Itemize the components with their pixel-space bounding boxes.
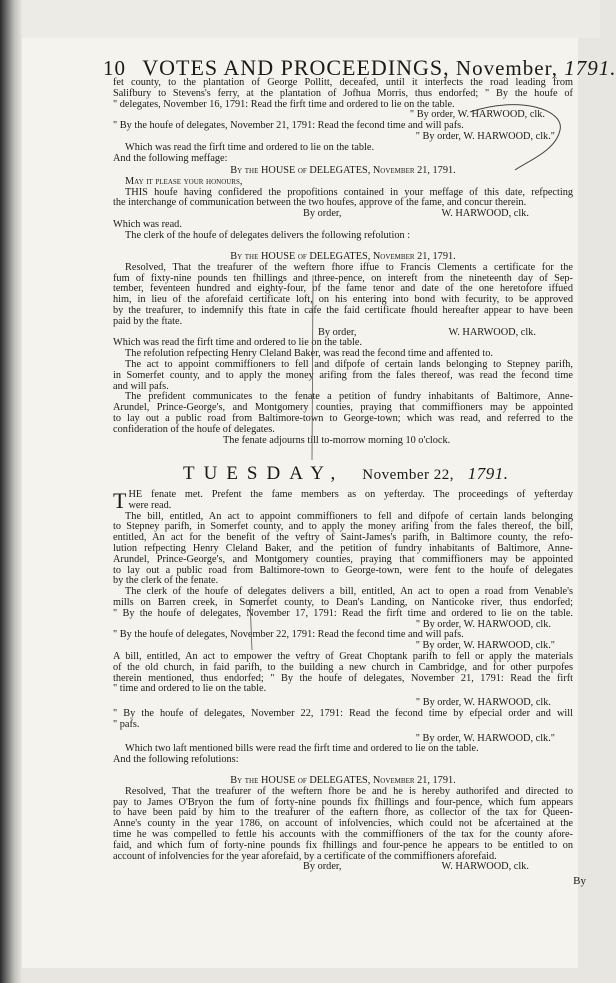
- text-line: were read.: [128, 499, 172, 511]
- text-line: " By order, W. HARWOOD, clk.": [415, 640, 555, 652]
- text-line: The clerk of the houfe of delegates delivers the following refolution :: [125, 229, 411, 241]
- header-month: November,: [455, 56, 558, 80]
- message-heading: By the HOUSE of DELEGATES, November 21, 1791.: [230, 165, 456, 176]
- text-line: Which was read.: [113, 218, 182, 230]
- text-line: lution refpecting Henry Cleland Baker, and the petition of fundry inhabitants of Baltimore, Anne-: [113, 542, 573, 554]
- text-line: to have been paid by him to the treafurer of the eaftern fhore, as collector of the tax for Queen-: [113, 807, 573, 819]
- text-line: time he was compelled to fettle his accounts with the commiffioners of the tax for the county afore-: [113, 828, 573, 840]
- text-line: Anne's county in the year 1786, on account of infolvencies, which could not be afcertained at the: [113, 818, 573, 830]
- page-number: 10: [103, 56, 126, 80]
- day-year: 1791.: [467, 464, 509, 483]
- text-line: him, in lieu of the aforefaid certificate loft, on his entering into bond with fecurity, to be approved: [113, 294, 573, 306]
- text-line: " By order, W. HARWOOD, clk.": [415, 732, 555, 744]
- text-line: faid, and which fum of forty-nine pounds fix fhillings and four-pence he appears to be entitled to on: [113, 839, 573, 851]
- text-line: to lay out a public road from Baltimore-town to George-town, were fent to the houfe of delegates: [113, 564, 573, 576]
- text-line: to lay out a public road from Baltimore-town to George-town; which was read, and referred to the: [113, 412, 573, 424]
- text-line: pay to James O'Bryon the fum of forty-nine pounds fix fhillings and four-pence, which fum appears: [113, 796, 573, 808]
- text-line: entitled, An act for the benefit of the veftry of Saint-James's parifh, in Baltimore county, the refo-: [113, 532, 573, 544]
- text-line: in Somerfet county, and to apply the money arifing from the fales thereof, was read the fecond time: [113, 369, 573, 381]
- text-line: " pafs.: [113, 718, 140, 730]
- text-line: " By the houfe of delegates, November 22, 1791: Read the fecond time and will pafs.: [113, 629, 464, 641]
- text-line: tember, feventeen hundred and eighty-four, of the fame tenor and date of the one heretofore iffued: [113, 283, 573, 295]
- day-label: TUESDAY,: [183, 463, 345, 484]
- clerk-name: W. HARWOOD, clk.: [441, 861, 529, 873]
- text-line: And the following refolutions:: [113, 754, 239, 766]
- text-line: therein mentioned, thus endorfed; " By the houfe of delegates, November 21, 1791: Read the firft: [113, 672, 573, 684]
- text-line: fet county, to the plantation of George Pollitt, deceafed, until it interfects the road leading from: [113, 77, 573, 88]
- text-line: account of infolvencies for the year aforefaid, by a certificate of the commiffioners aforefaid.: [113, 850, 497, 862]
- text-line: Arundel, Prince-George's, and Montgomery counties, praying that commiffioners may be appointed: [113, 553, 573, 565]
- by-order: By order,: [318, 326, 357, 338]
- text-line: " By the houfe of delegates, November 17, 1791: Read the firft time and ordered to lie on the table.: [113, 607, 573, 619]
- by-order: By order,: [303, 208, 342, 220]
- text-line: to Stepney parifh, in Somerfet county, and to apply the money arifing from the fales thereof, the bill,: [113, 521, 573, 533]
- text-line: " By the houfe of delegates, November 21, 1791: Read the fecond time and will pafs.: [113, 120, 464, 132]
- text-line: THIS houfe having confidered the propofitions contained in your meffage of this date, refpecting: [125, 186, 573, 198]
- day-date: November 22,: [362, 467, 455, 483]
- text-line: The bill, entitled, An act to appoint commiffioners to fell and difpofe of certain lands belonging: [125, 510, 573, 522]
- header-title: VOTES AND PROCEEDINGS,: [142, 55, 450, 80]
- text-line: Resolved, That the treafurer of the weftern fhore be and he is hereby authorifed and directed to: [125, 785, 573, 797]
- text-line: " By order, W. HARWOOD, clk.: [415, 697, 551, 709]
- text-line: " delegates, November 16, 1791: Read the firft time and ordered to lie on the table.: [113, 98, 455, 110]
- clerk-name: W. HARWOOD, clk.: [448, 326, 536, 338]
- text-line: Which was read the firft time and ordered to lie on the table.: [125, 141, 375, 153]
- resolution-heading: By the HOUSE of DELEGATES, November 21, 1791.: [230, 775, 456, 786]
- text-line: paid by the ftate.: [113, 315, 183, 327]
- text-line: The prefident communicates to the fenate a petition of fundry inhabitants of Baltimore, Anne-: [125, 391, 573, 403]
- text-line: " By the houfe of delegates, November 22, 1791: Read the fecond time by efpecial order and will: [113, 707, 573, 719]
- text-line: fum of fixty-nine pounds ten fhillings and three-pence, on intereft from the nineteenth day of Sep-: [113, 272, 573, 284]
- text-line: mills on Barren creek, in Somerfet county, to Dean's Landing, on Nanticoke river, thus endorfed;: [113, 596, 573, 608]
- header-year: 1791.: [564, 56, 616, 80]
- text-line: and will pafs.: [113, 380, 169, 392]
- text-line: " By order, W. HARWOOD, clk.: [409, 109, 545, 121]
- pencil-vertical-mark: [250, 600, 252, 650]
- adjournment-line: The fenate adjourns till to-morrow morning 10 o'clock.: [223, 434, 451, 446]
- text-line: Which was read the firft time and ordered to lie on the table.: [113, 337, 363, 349]
- text-line: confideration of the houfe of delegates.: [113, 423, 275, 435]
- resolution-heading: By the HOUSE of DELEGATES, November 21, 1791.: [230, 251, 456, 262]
- clerk-name: W. HARWOOD, clk.: [441, 208, 529, 220]
- text-line: And the following meffage:: [113, 152, 228, 164]
- text-line: A bill, entitled, An act to empower the veftry of Great Choptank parifh to fell or apply the materials: [113, 650, 573, 662]
- text-line: " time and ordered to lie on the table.: [113, 683, 267, 695]
- text-line: of the old church, in faid parifh, to the building a new church in Cambridge, and for other purpofes: [113, 661, 573, 673]
- text-line: Resolved, That the treafurer of the weftern fhore iffue to Francis Clements a certificate for the: [125, 261, 573, 273]
- text-line: Which two laft mentioned bills were read the firft time and ordered to lie on the table.: [125, 743, 479, 755]
- text-line: The refolution refpecting Henry Cleland Baker, was read the fecond time and affented to.: [125, 348, 493, 360]
- text-line: Salifbury to Stevens's ferry, at the plantation of Jofhua Morris, thus endorfed; " By the houfe of: [113, 87, 573, 99]
- catchword: By: [573, 875, 586, 887]
- drop-cap: T: [113, 488, 127, 513]
- by-order: By order,: [303, 861, 342, 873]
- text-line: The act to appoint commiffioners to fell and difpofe of certain lands belonging to Stepney parifh,: [125, 358, 573, 370]
- text-line: " By order, W. HARWOOD, clk.: [415, 618, 551, 630]
- text-line: " By order, W. HARWOOD, clk.": [415, 130, 555, 142]
- text-line: Arundel, Prince-George's, and Montgomery counties, praying that commiffioners may be appointed: [113, 402, 573, 414]
- pencil-vertical-mark: [312, 275, 313, 460]
- message-salutation: May it please your honours,: [125, 175, 243, 187]
- text-line: by the treafurer, to indemnify this ftate in cafe the faid certificate fhould hereafter appear to have been: [113, 304, 573, 316]
- pencil-curve-mark: [470, 105, 560, 170]
- text-line: The clerk of the houfe of delegates delivers a bill, entitled, An act to open a road from Venable's: [125, 586, 573, 598]
- text-line: the interchange of communication between the two houfes, approve of the fame, and concur therein.: [113, 197, 527, 209]
- text-line: by the clerk of the fenate.: [113, 575, 219, 587]
- text-line: HE fenate met. Prefent the fame members as on yefterday. The proceedings of yefterday: [128, 489, 573, 500]
